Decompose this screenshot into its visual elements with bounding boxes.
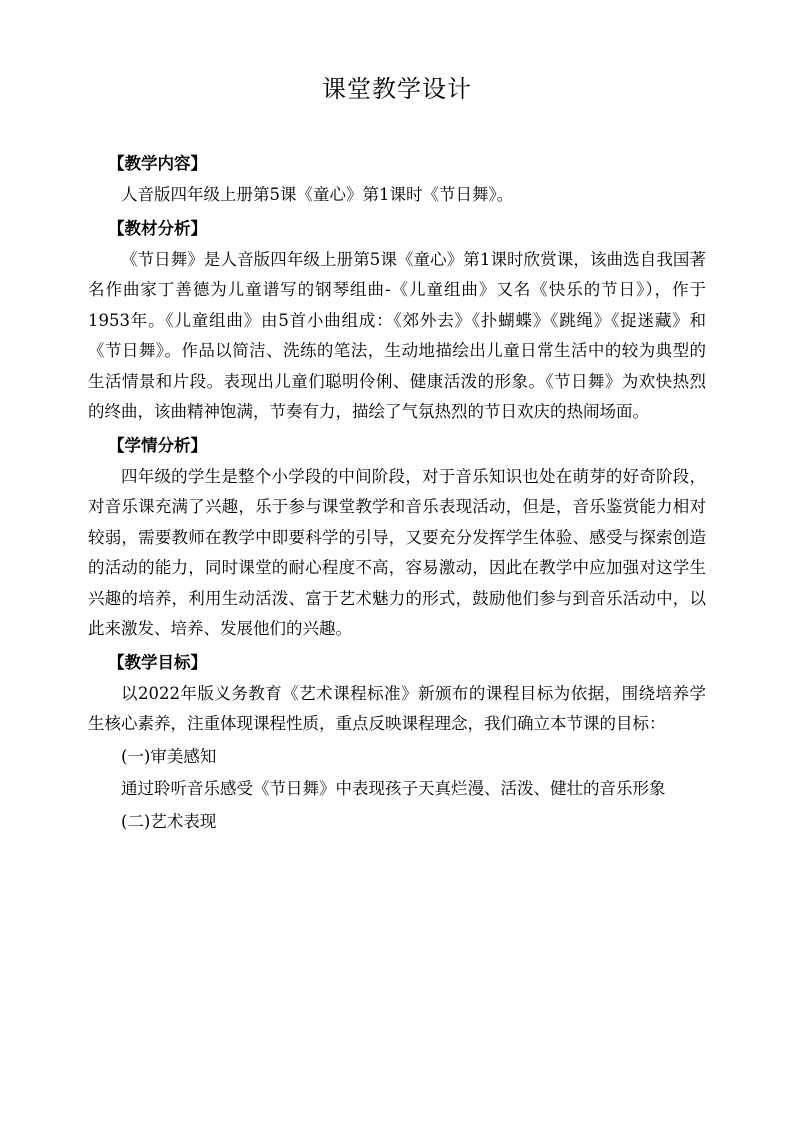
paragraph-aesthetic-perception: 通过聆听音乐感受《节日舞》中表现孩子天真烂漫、活泼、健壮的音乐形象 [121, 779, 666, 798]
paragraph-goals-intro: 以2022年版义务教育《艺术课程标准》新颁布的课程目标为依据，围绕培养学生核心素养，注重体现课程性质，重点反映课程理念，我们确立本节课的目标： [88, 683, 706, 733]
heading-material-analysis: 【教材分析】 [108, 218, 207, 238]
paragraph-student-analysis: 四年级的学生是整个小学段的中间阶段，对于音乐知识也处在萌芽的好奇阶段，对音乐课充满了兴趣，乐于参与课堂教学和音乐表现活动，但是，音乐鉴赏能力相对较弱，需要教师在教学中即要科学的引导，又要充分发挥学生体验、感受与探索创造的活动的能力，同时课堂的耐心程度不高，容易激动，因此在教学中应加强对这学生兴趣的培养，利用生动活泼、富于艺术魅力的形式，鼓励他们参与到音乐活动中，以此来激发、培养、发展他们的兴趣。 [88, 466, 706, 638]
subheading-artistic-expression: (二)艺术表现 [121, 811, 217, 831]
heading-student-analysis: 【学情分析】 [108, 435, 207, 455]
heading-teaching-goals: 【教学目标】 [108, 652, 207, 672]
paragraph-material-analysis: 《节日舞》是人音版四年级上册第5课《童心》第1课时欣赏课，该曲选自我国著名作曲家丁善德为儿童谱写的钢琴组曲-《儿童组曲》又名《快乐的节日》），作于1953年。《儿童组曲》由5首小曲组成：《郊外去》《扑蝴蝶》《跳绳》《捉迷藏》和 《节日舞》。作品以简洁、洗练的笔法，生动地描绘出儿童日常生活中的较为典型的生活情景和片段。表现出儿童们聪明伶俐、健康活泼的形象。《节日舞》为欢快热烈的终曲，该曲精神饱满，节奏有力，描绘了气氛热烈的节日欢庆的热闹场面。 [88, 249, 706, 421]
document-body [88, 148, 706, 837]
subheading-aesthetic-perception: (一)审美感知 [121, 746, 217, 766]
heading-teaching-content: 【教学内容】 [108, 154, 207, 173]
page-title: 课堂教学设计 [322, 75, 472, 103]
paragraph-teaching-content: 人音版四年级上册第5课《童心》第1课时《节日舞》。 [121, 185, 514, 204]
